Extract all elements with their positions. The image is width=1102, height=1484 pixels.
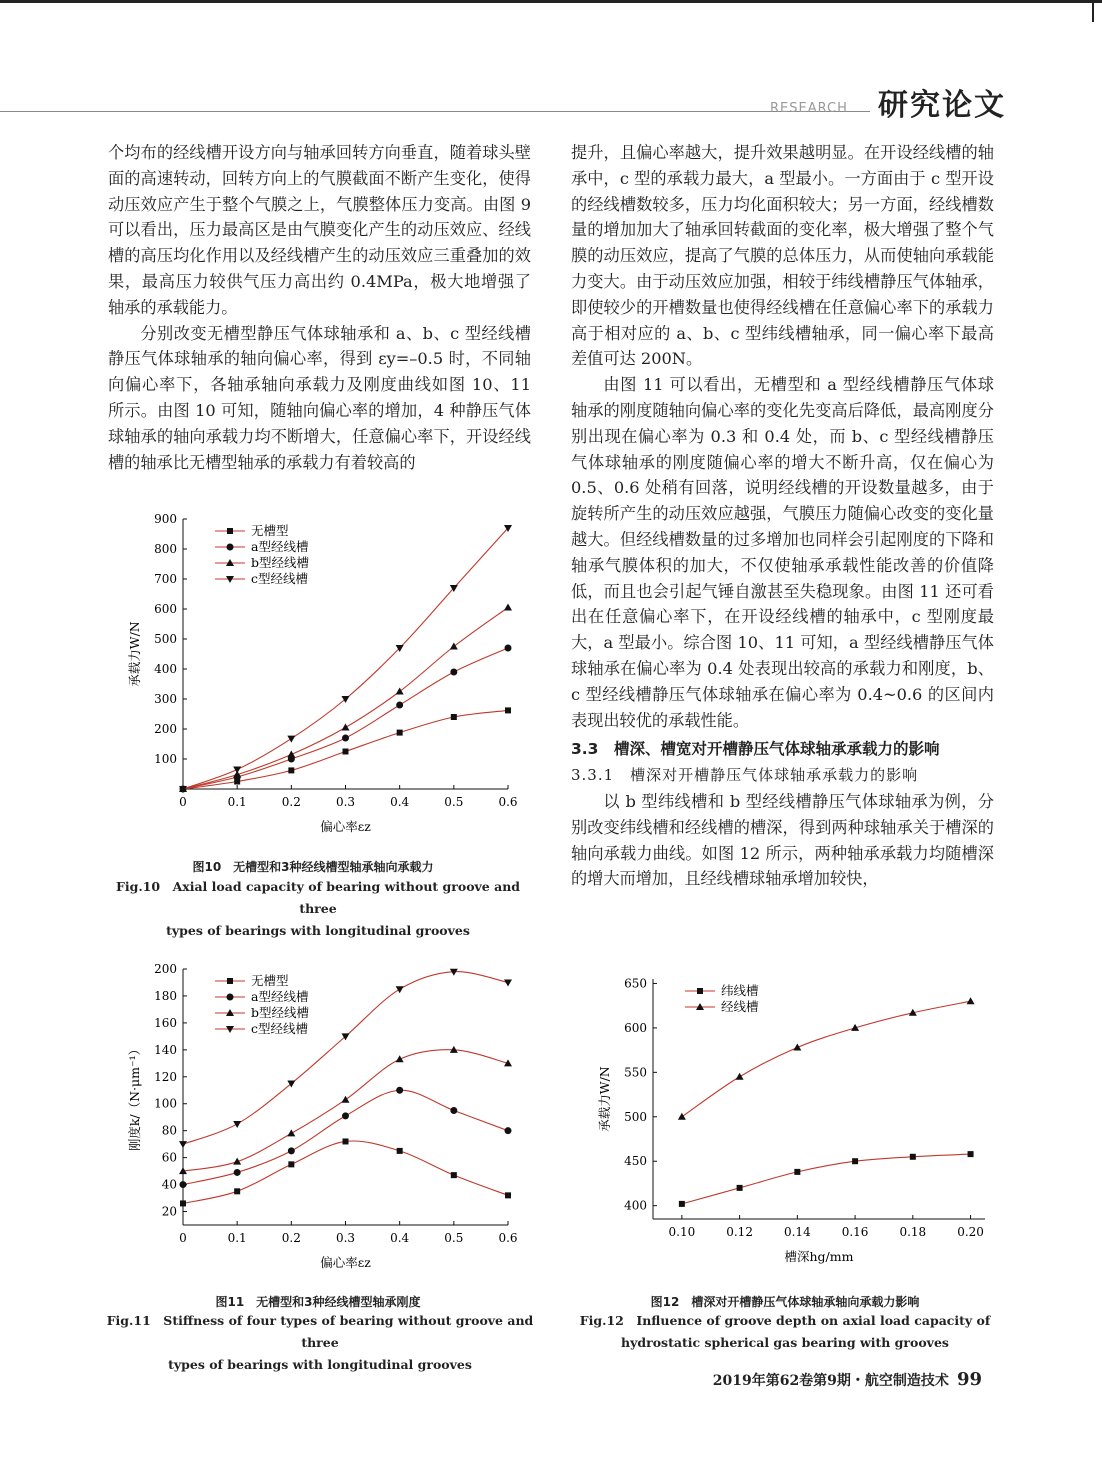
x-tick-label: 0.3 [335,795,356,809]
y-tick-label: 650 [624,976,647,991]
series-line [682,1154,971,1204]
data-point [233,767,241,774]
data-point [504,979,512,986]
figure-11-caption-zh: 图11 无槽型和3种经线槽型轴承刚度 [215,1295,421,1309]
y-tick-label: 400 [154,662,177,676]
caption-line: types of bearings with longitudinal grooves [168,1357,472,1372]
data-point [227,978,233,984]
legend-label: a型经线槽 [251,539,309,554]
y-tick-label: 60 [161,1150,177,1165]
data-point [180,1181,187,1188]
legend-label: a型经线槽 [251,989,309,1004]
data-point [450,643,458,650]
series-line [183,648,508,789]
data-point [451,1172,457,1178]
header-rule [0,111,870,112]
y-tick-label: 40 [161,1177,177,1192]
data-point [678,1113,686,1120]
x-tick-label: 0.20 [957,1225,984,1239]
x-tick-label: 0.2 [281,795,301,809]
y-tick-label: 400 [624,1198,647,1213]
crop-mark [1092,0,1094,22]
data-point [287,751,295,758]
y-tick-label: 450 [624,1154,647,1169]
figure-10-chart [108,505,538,845]
y-tick-label: 600 [154,602,177,616]
y-tick-label: 800 [154,542,177,556]
figure-10-caption-zh: 图10 无槽型和3种经线槽型轴承轴向承载力 [192,860,434,874]
data-point [397,1148,403,1154]
data-point [396,1087,403,1094]
header-research-label: RESEARCH [770,101,848,116]
x-tick-label: 0.14 [783,1225,811,1239]
x-tick-label: 0.2 [281,1231,301,1245]
data-point [910,1154,916,1160]
data-point [794,1169,800,1175]
data-point [793,1043,801,1050]
paragraph: 个均布的经线槽开设方向与轴承回转方向垂直，随着球头壁面的高速转动，回转方向上的气膜截面不断产生变化，使得动压效应产生于整个气膜之上，气膜整体压力变高。由图 9 可以看出，压力最高区是由气膜变化产生的动压效应、经线槽的高压均化作用以及经线槽产生的动压效应三重叠加的效果，最高压力较供气压力高出约 0.4MPa，极大地增强了轴承的承载能力。 [108,143,531,317]
data-point [342,724,350,731]
data-point [288,1161,294,1167]
data-point [227,528,233,534]
y-tick-label: 100 [154,1096,177,1111]
legend-label: b型经线槽 [251,555,310,570]
y-axis-label: 承载力W/N [597,1066,612,1132]
y-tick-label: 900 [154,512,177,526]
paragraph: 分别改变无槽型静压气体球轴承和 a、b、c 型经线槽静压气体球轴承的轴向偏心率，得到 εy=–0.5 时，不同轴向偏心率下，各轴承轴向承载力及刚度曲线如图 10、11 所示。由图 10 可知，随轴向偏心率的增加，4 种静压气体球轴承的轴向承载力均不断增大，任意偏心率下，开设经线槽的轴承比无槽型轴承的承载力有着较高的 [108,323,531,472]
figure-11-chart [108,955,538,1285]
y-tick-label: 500 [154,632,177,646]
x-tick-label: 0 [179,1231,187,1245]
right-column-text [571,140,994,892]
x-tick-label: 0.3 [335,1231,356,1245]
y-tick-label: 300 [154,692,177,706]
data-point [227,994,234,1001]
x-axis-label: 偏心率εz [320,819,371,834]
data-point [450,1107,457,1114]
data-point [505,707,511,713]
caption-line: Fig.10 Axial load capacity of bearing without groove and three [115,879,521,916]
data-point [505,1127,512,1134]
legend-label: 纬线槽 [721,983,759,998]
top-rule [0,0,1102,3]
data-point [397,730,403,736]
legend-label: b型经线槽 [251,1005,310,1020]
legend-label: 无槽型 [251,523,289,538]
paragraph: 由图 11 可以看出，无槽型和 a 型经线槽静压气体球轴承的刚度随轴向偏心率的变化先变高后降低，最高刚度分别出现在偏心率为 0.3 和 0.4 处，而 b、c 型经线槽静压气体球轴承的刚度随偏心率的增大不断升高，仅在偏心为 0.5、0.6 处稍有回落，说明经线槽的开设数量越多，由于旋转所产生的动压效应越强，气膜压力随偏心改变的变化量越大。但经线槽数量的过多增加也同样会引起刚度的下降和轴承气膜体积的加大，不仅使轴承承载性能改善的价值降低，而且也会引起气锤自激甚至失稳现象。由图 11 还可看出在任意偏心率下，在开设经线槽的轴承中，c 型刚度最大，a 型最小。综合图 10、11 可知，a 型经线槽静压气体球轴承在偏心率为 0.4 处表现出较高的承载力和刚度，b、c 型经线槽静压气体球轴承在偏心率为 0.4~0.6 的区间内表现出较优的承载性能。 [571,375,994,730]
data-point [342,735,349,742]
x-tick-label: 0.4 [390,795,410,809]
data-point [852,1158,858,1164]
series-line [183,1050,508,1171]
y-tick-label: 120 [154,1069,177,1084]
figure-11-caption-en [100,1310,540,1376]
y-tick-label: 550 [624,1065,647,1080]
data-point [450,669,457,676]
x-tick-label: 0.6 [498,795,518,809]
y-tick-label: 100 [154,752,177,766]
x-tick-label: 0.10 [668,1225,696,1239]
x-tick-label: 0.5 [444,1231,464,1245]
paragraph: 以 b 型纬线槽和 b 型经线槽静压气体球轴承为例，分别改变纬线槽和经线槽的槽深，得到两种球轴承关于槽深的轴向承载力曲线。如图 12 所示，两种轴承承载力均随槽深的增大而增加，且经线槽球轴承增加较快， [571,791,994,889]
x-tick-label: 0.18 [899,1225,927,1239]
data-point [287,736,295,743]
series-line [183,1090,508,1184]
data-point [343,749,349,755]
header-section-title: 研究论文 [878,88,1006,123]
y-tick-label: 160 [154,1015,177,1030]
data-point [505,1192,511,1198]
x-tick-label: 0.4 [390,1231,410,1245]
figure-11-svg [108,955,538,1285]
y-axis-label: 刚度k/（N·μm⁻¹） [127,1042,142,1152]
caption-line: types of bearings with longitudinal grooves [166,923,470,938]
figure-10-caption-en [108,876,528,942]
data-point [968,1151,974,1157]
page-number: 99 [956,1369,982,1390]
data-point [451,714,457,720]
legend-label: c型经线槽 [251,571,309,586]
data-point [737,1185,743,1191]
figure-12-chart [575,965,995,1285]
y-tick-label: 140 [154,1042,177,1057]
caption-line: Fig.12 Influence of groove depth on axial load capacity of [579,1313,991,1328]
data-point [342,1112,349,1119]
y-tick-label: 180 [154,988,177,1003]
data-point [179,1141,187,1148]
data-point [343,1138,349,1144]
paragraph: 提升，且偏心率越大，提升效果越明显。在开设经线槽的轴承中，c 型的承载力最大，a 型最小。一方面由于 c 型开设的经线槽数较多，压力均化面积较大；另一方面，经线槽数量的增加加大了轴承回转截面的变化率，极大增强了整个气膜的动压效应，提高了气膜的总体压力，从而使轴向承载能力变大。由于动压效应加强，相较于纬线槽静压气体轴承，即使较少的开槽数量也使得经线槽在任意偏心率下的承载力高于相对应的 a、b、c 型纬线槽轴承，同一偏心率下最高差值可达 200N。 [571,143,994,369]
data-point [234,1169,241,1176]
figure-12-caption-en [575,1310,995,1354]
x-tick-label: 0.12 [726,1225,753,1239]
series-line [183,1141,508,1203]
subsection-heading: 3.3.1 槽深对开槽静压气体球轴承承载力的影响 [571,766,919,785]
figure-10-svg [108,505,538,845]
data-point [396,1055,404,1062]
data-point [967,997,975,1004]
legend-label: 无槽型 [251,973,289,988]
data-point [227,544,234,551]
y-axis-label: 承载力W/N [127,621,142,687]
x-tick-label: 0.1 [227,1231,247,1245]
data-point [736,1073,744,1080]
y-tick-label: 500 [624,1109,647,1124]
caption-line: Fig.11 Stiffness of four types of bearing without groove and three [106,1313,534,1350]
data-point [679,1201,685,1207]
y-tick-label: 80 [161,1123,177,1138]
x-axis-label: 偏心率εz [320,1255,371,1270]
x-tick-label: 0.16 [841,1225,869,1239]
data-point [396,702,403,709]
data-point [504,604,512,611]
page-footer [713,1369,982,1390]
data-point [396,688,404,695]
section-heading: 3.3 槽深、槽宽对开槽静压气体球轴承承载力的影响 [571,740,940,759]
y-tick-label: 20 [161,1204,177,1219]
data-point [288,767,294,773]
data-point [233,1121,241,1128]
data-point [180,1200,186,1206]
y-tick-label: 700 [154,572,177,586]
legend-label: 经线槽 [721,999,759,1014]
series-line [682,1001,971,1117]
x-tick-label: 0.1 [227,795,247,809]
y-tick-label: 200 [154,722,177,736]
legend-label: c型经线槽 [251,1021,309,1036]
figure-12-caption-zh: 图12 槽深对开槽静压气体球轴承轴向承载力影响 [650,1295,920,1309]
footer-journal: 2019年第62卷第9期・航空制造技术 [712,1373,949,1389]
data-point [342,1096,350,1103]
data-point [396,986,404,993]
data-point [234,1188,240,1194]
caption-line: hydrostatic spherical gas bearing with grooves [621,1335,949,1350]
y-tick-label: 600 [624,1020,647,1035]
data-point [697,988,703,994]
data-point [505,645,512,652]
x-tick-label: 0.6 [498,1231,518,1245]
data-point [287,1129,295,1136]
x-tick-label: 0 [179,795,187,809]
y-tick-label: 200 [154,962,177,976]
data-point [288,1147,295,1154]
x-tick-label: 0.5 [444,795,464,809]
x-axis-label: 槽深hg/mm [784,1249,854,1264]
left-column-text [108,140,531,475]
figure-12-svg [575,965,995,1285]
